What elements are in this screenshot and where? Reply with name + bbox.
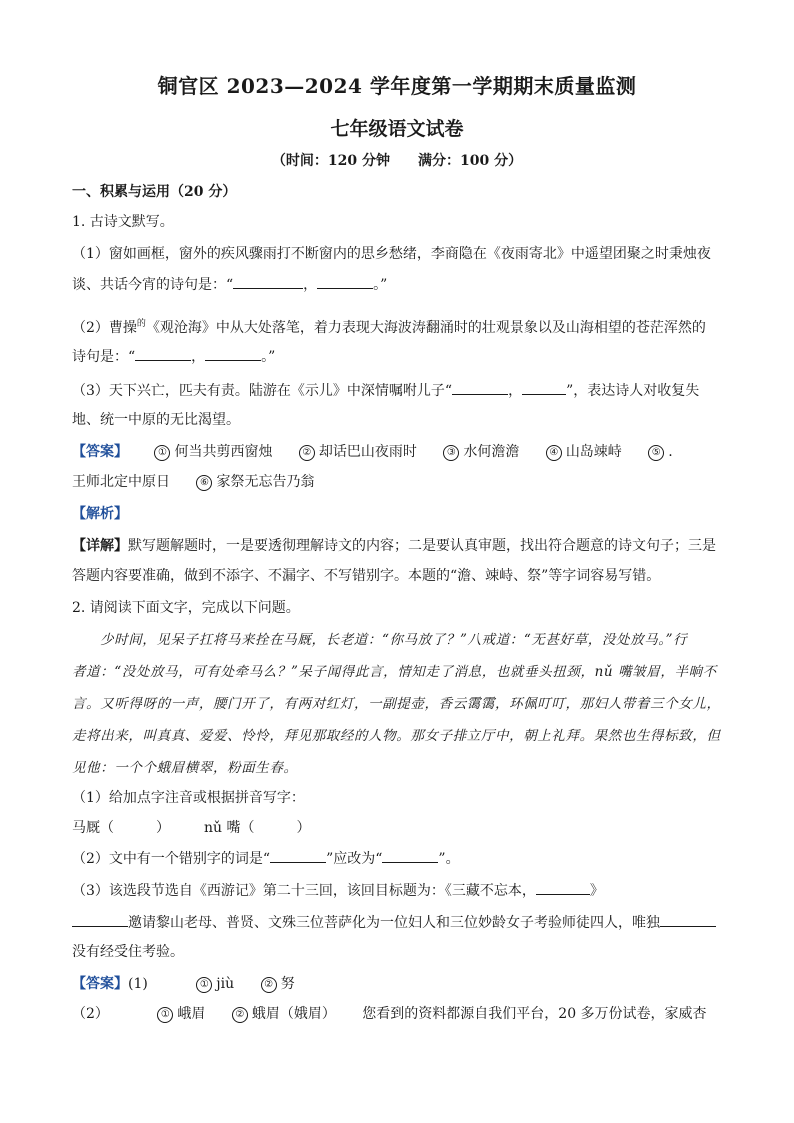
answer-label: 【答案】 <box>72 976 128 992</box>
question-text: （3）天下兴亡，匹夫有责。陆游在《示儿》中深情嘱咐儿子“ <box>72 383 453 399</box>
detail-text: 默写题解题时，一是要透彻理解诗文的内容；二是要认真审题，找出符合题意的诗文句子；三是 <box>128 538 716 554</box>
exam-subtitle: 七年级语文试卷 <box>330 118 464 140</box>
answer-blank[interactable] <box>660 912 716 927</box>
answer-line-1 <box>72 442 732 462</box>
answer-2-line-2 <box>72 1004 732 1024</box>
question-text: 《观沧海》中从大处落笔，着力表现大海波涛翻涌时的壮观景象以及山海相望的苍茫浑然的 <box>145 320 706 336</box>
question-text: ”，表达诗人对收复失 <box>566 383 700 399</box>
superscript-mark: 的 <box>136 319 146 329</box>
detail-line-1 <box>72 536 732 556</box>
pinyin-item: nǔ 嘴（ ） <box>204 820 311 836</box>
answer-text: 何当共剪西窗烛 <box>174 444 273 460</box>
answer-text: 山岛竦峙 <box>565 444 622 460</box>
answer-number: ① <box>196 977 212 993</box>
detail-label: 【详解】 <box>72 538 128 554</box>
answer-text: 却话巴山夜雨时 <box>318 444 417 460</box>
question-1-2-line-2 <box>72 346 732 367</box>
question-2-3-line-2 <box>72 912 732 933</box>
answer-number: ② <box>232 1007 248 1023</box>
answer-number: ⑤ <box>648 445 664 461</box>
question-text: ， <box>508 383 523 399</box>
analysis-label: 【解析】 <box>72 506 128 522</box>
question-text: ， <box>303 277 318 293</box>
answer-number: ⑥ <box>196 475 212 491</box>
question-text: ”应改为“ <box>326 851 383 867</box>
detail-line-2: 答题内容要准确，做到不添字、不漏字、不写错别字。本题的“澹、竦峙、祭”等字词容易写错。 <box>72 568 661 584</box>
answer-text: (1) <box>128 976 148 992</box>
answer-text: 努 <box>280 976 295 992</box>
answer-number: ① <box>157 1007 173 1023</box>
answer-blank[interactable] <box>452 380 508 395</box>
question-text: 诗句是：“ <box>72 349 136 365</box>
answer-blank[interactable] <box>317 274 373 289</box>
question-2-2 <box>72 848 732 869</box>
answer-number: ① <box>154 445 170 461</box>
section-heading: 一、积累与运用（20 分） <box>72 184 237 200</box>
question-text: 》 <box>589 883 604 899</box>
question-text: 。” <box>373 277 388 293</box>
question-text: 邀请黎山老母、普贤、文殊三位菩萨化为一位妇人和三位妙龄女子考验师徒四人，唯独 <box>128 915 660 931</box>
answer-blank[interactable] <box>270 848 326 863</box>
answer-number: ② <box>261 977 277 993</box>
question-1-title: 1. 古诗文默写。 <box>72 214 174 230</box>
answer-text: jiù <box>216 976 235 992</box>
story-line: 走将出来，叫真真、爱爱、怜怜，拜见那取经的人物。那女子排立厅中，朝上礼拜。果然也生得标致，但 <box>72 728 721 744</box>
question-text: ， <box>191 349 206 365</box>
answer-label: 【答案】 <box>72 444 128 460</box>
question-2-3-line-3: 没有经受住考验。 <box>72 944 184 960</box>
answer-number: ④ <box>546 445 562 461</box>
exam-meta: （时间：120 分钟 满分：100 分） <box>271 153 523 169</box>
question-1-3-line-1 <box>72 380 732 401</box>
answer-text: . <box>668 444 673 460</box>
answer-number: ③ <box>443 445 459 461</box>
story-line: 者道：“没处放马，可有处牵马么？”呆子闻得此言，情知走了消息，也就垂头扭颈，nǔ 嘴皱眉，半晌不 <box>72 664 717 680</box>
answer-text: 王师北定中原日 <box>72 474 170 490</box>
answer-blank[interactable] <box>536 880 590 895</box>
answer-text: 家祭无忘告乃翁 <box>216 474 315 490</box>
question-2-3-line-1 <box>72 880 732 901</box>
story-line: 少时间，见呆子扛将马来拴在马厩，长老道：“你马放了？”八戒道：“无甚好草，没处放马。”行 <box>100 632 688 648</box>
answer-blank[interactable] <box>233 274 303 289</box>
question-2-1: （1）给加点字注音或根据拼音写字： <box>72 790 305 806</box>
answer-2-line-1 <box>72 974 732 994</box>
question-text: 。” <box>261 349 276 365</box>
question-1-1-line-2 <box>72 274 732 295</box>
pinyin-item: 马厩（ ） <box>72 820 170 836</box>
answer-text: 峨眉 <box>177 1006 206 1022</box>
story-line: 言。又听得呀的一声，腰门开了，有两对红灯，一副提壶，香云霭霭，环佩叮叮，那妇人带着三个女儿， <box>72 696 721 712</box>
exam-title: 铜官区 2023—2024 学年度第一学期期末质量监测 <box>157 74 637 98</box>
question-2-title: 2. 请阅读下面文字，完成以下问题。 <box>72 600 300 616</box>
question-2-1-row <box>72 818 732 838</box>
answer-blank[interactable] <box>382 848 438 863</box>
question-1-3-line-2: 地、统一中原的无比渴望。 <box>72 412 240 428</box>
question-text: （3）该选段节选自《西游记》第二十三回，该回目标题为：《三藏不忘本， <box>72 883 536 899</box>
story-line: 见他：一个个蛾眉横翠，粉面生春。 <box>72 760 298 776</box>
question-text: ”。 <box>438 851 460 867</box>
answer-number: ② <box>299 445 315 461</box>
answer-text: 水何澹澹 <box>463 444 520 460</box>
question-text: （2）文中有一个错别字的词是“ <box>72 851 271 867</box>
answer-blank[interactable] <box>522 380 566 395</box>
answer-line-2 <box>72 472 732 492</box>
answer-blank[interactable] <box>135 346 191 361</box>
watermark-text: 您看到的资料都源自我们平台，20 多万份试卷，家威杏 <box>362 1006 707 1022</box>
answer-text: （2） <box>72 1006 109 1022</box>
answer-blank[interactable] <box>205 346 261 361</box>
answer-blank[interactable] <box>72 912 128 927</box>
question-1-1-line-1: （1）窗如画框，窗外的疾风骤雨打不断窗内的思乡愁绪，李商隐在《夜雨寄北》中遥望团聚之时秉烛夜 <box>72 246 711 262</box>
question-text: （2）曹操 <box>72 320 137 336</box>
question-text: 谈、共话今宵的诗句是：“ <box>72 277 234 293</box>
answer-text: 蛾眉（娥眉） <box>251 1006 336 1022</box>
question-1-2-line-1 <box>72 314 732 338</box>
